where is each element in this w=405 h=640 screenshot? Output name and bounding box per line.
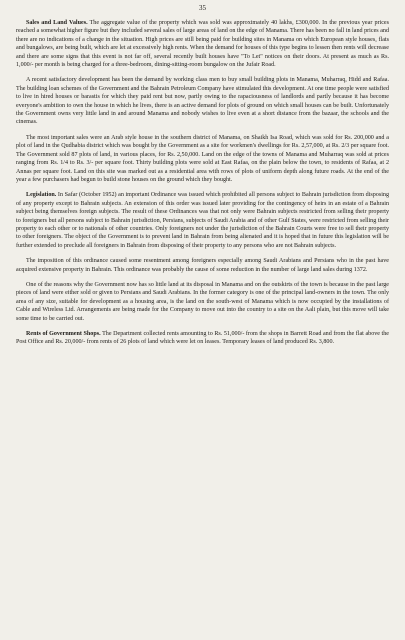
paragraph-text: A recent satisfactory development has been the demand by working class men to buy small building plots in Manama, Muharraq, Hidd and Rafaa. The building loan schemes of the Government and the Bahrain Petroleum Company have stimulated this development. At one time people were satisfied to live in hired houses or barastis for which they paid rent but now, partly owing to the rapaciousness of landlords and partly because it has become everyone's ambition to own the house in which he lives, there is an active demand for plots of ground on which small houses can be built. Unfortunately the Government owns very little land in and around Manama and nobody wishes to live even at a short distance from the bazaar, the schools and the cinemas. bbox=[16, 77, 389, 126]
paragraph-heading: Sales and Land Values. bbox=[26, 20, 88, 26]
paragraph-heading: Rents of Government Shops. bbox=[26, 331, 101, 337]
paragraph-government-land bbox=[16, 281, 389, 323]
paragraph-text: The Department collected rents amounting to Rs. 51,000/- from the shops in Barrett Road and from the flat above the Post Office and Rs. 20,000/- from rents of 26 plots of land which were let on leases. Temporary leases of land produced Rs. 3,800. bbox=[16, 331, 390, 346]
paragraph-text: The aggregate value of the property which was sold was approximately 40 lakhs, £300,000. In the previous year prices reached a somewhat higher figure but they included several sales of large areas of land on the edge of Manama. There has been no fall in land prices and there are no indications of a change in the situation. High prices are still being paid for building sites in Manama on which European style houses, flats and bungalows, are being built, which are let at excessively high rents. When the demand for houses of this type begins to lessen then rents will decrease and there are some signs that this event is not far off, several recently built houses have "To Let" notices on their doors. At present as much as Rs. 1,000/- per month is being charged for a three-bedroom, dining-sitting-room bungalow on the Jufair Road. bbox=[16, 20, 389, 69]
page-number: 35 bbox=[199, 4, 206, 12]
paragraph-rents-government-shops bbox=[16, 330, 389, 347]
paragraph-building-plots bbox=[16, 76, 389, 126]
paragraph-sales-land-values bbox=[16, 19, 389, 69]
paragraph-important-sales bbox=[16, 134, 389, 184]
paragraph-text: In Safar (October 1952) an important Ordinance was issued which prohibited all persons subject to Bahrain jurisdiction from disposing of any property except to Bahrain subjects. An extension of this order was issued later providing for the contingency of heirs in an estate of a Bahrain subject being themselves foreign subjects. The result of these Ordinances was that not only were Bahrain subjects restricted from selling their property to foreigners but all persons subject to Bahrain jurisdiction, Persians, subjects of Saudi Arabia and of other Gulf States, were restricted from selling their property to each other or to nationals of other countries. Only foreigners not under the jurisdiction of the Bahrain Courts were free to sell their property to other foreigners. The object of the Government is to prevent land in Bahrain from being alienated and it is hoped that in future this legislation will be further extended to preclude all foreigners in Bahrain from disposing of their property to any persons who are not Bahrain subjects. bbox=[16, 192, 389, 249]
paragraph-ordinance-resentment bbox=[16, 257, 389, 274]
paragraph-legislation bbox=[16, 191, 389, 250]
paragraph-heading: Legislation. bbox=[26, 192, 57, 199]
paragraph-text: The imposition of this ordinance caused some resentment among foreigners especially among Saudi Arabians and Persians who in the past have acquired extensive property in Bahrain. This ordinance was probably the cause of some reduction in the number of large land sales during 1372. bbox=[16, 258, 389, 273]
paragraph-text: One of the reasons why the Government now has so little land at its disposal in Manama and on the outskirts of the town is because in the past large pieces of land were either sold or given to Persians and Saudi Arabians. In the former category is one of the principal land-owners in the town. The only area of any size, suitable for development as a housing area, is the land on the south-west of Manama which is now occupied by the installations of Cable and Wireless Ltd. Arrangements are being made for the Company to move out into the country to a site on the Aali plain, but this move will take some time to be carried out. bbox=[16, 281, 389, 322]
paragraph-text: The most important sales were an Arab style house in the southern district of Manama, on Shaikh Isa Road, which was sold for Rs. 200,000 and a plot of land in the Qudhabia district which was bought by the Government as a site for workmen's dwellings for Rs. 2,57,000, at Rs. 2/3 per square foot. The Government sold 87 plots of land, in various places, for Rs. 2,50,000. Land on the edge of the towns of Manama and Muharraq was sold at prices ranging from Rs. 1/4 to Rs. 3/- per square foot. Thirty building plots were sold at East Rafaa, on the plain below the town, to residents of Rafaa, at 2 Annas per square foot. Land on this site was marked out as a residential area with rows of plots of uniform depth along future roads. At the end of the year a few purchasers had begun to build stone houses on the ground which they bought. bbox=[16, 134, 389, 183]
